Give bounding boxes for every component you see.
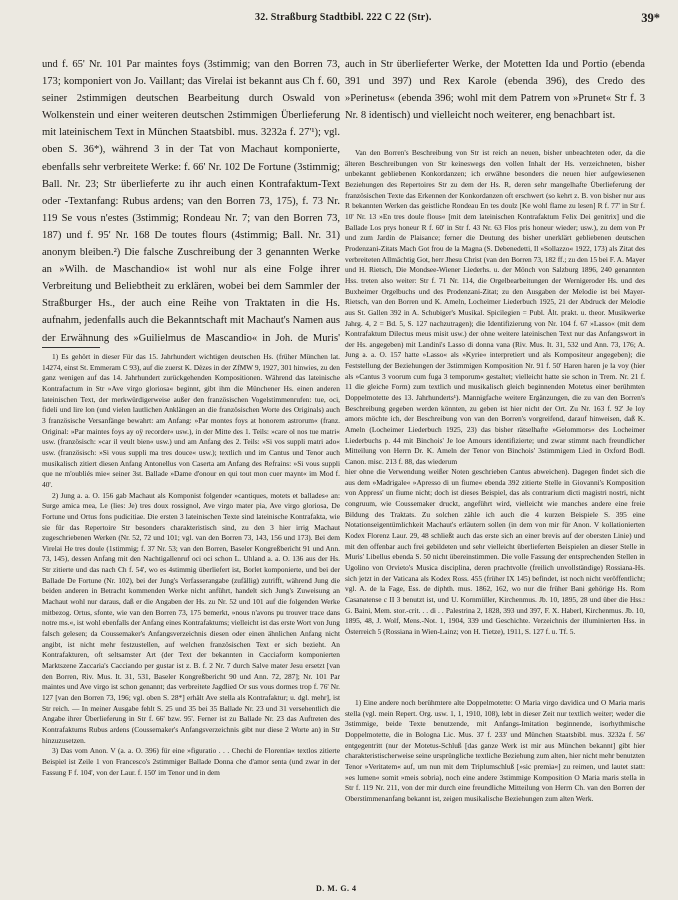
commentary-paragraph: Van den Borren's Beschreibung von Str ist reich an neuen, bisher unbeachteten oder, da die älteren Beschreibungen von Str keineswegs den vollen Inhalt der Hs. verzeichneten, bisher unbekannt gebliebenen Konkordanzen; ich erwähne besonders die neuen hier aufgewiesenen Beziehungen des Repertoires Str zu dem der Hs. R, deren sehr mangelhafte Überlieferung der französischen Texte das Erkennen der Konkordanzen oft erschwert (so kehrt z. B. von bisher nur aus R bekannten Werken das geistliche Rondeau En tes doulz [Ke wohl flame zu lesen] R f. 77' in Str f. 10' Nr. 13 »En tres doule flous« [mit dem lateinischen Kontrafaktum Felix Dei genitrix] und die Ballade Los prys honeur R f. 60' in Str f. 43 Nr. 63 Flos pris honeur wieder; usw.), zu dem von Pr und zum Jardin de Plaisance; ferner die Deutung des bisher unerklärt gebliebenen deutschen Prodenzani-Zitats Mach Got frou de la Magna (S. Debenedetti, Il »Sollazzo« 1922, 173) als Zitat des verbreiteten Allmächtig Got, herr Jhesu Christ (van den Borren 73, 182 ff.; zu den 15 bei F. A. Mayer und H. Rietsch, Die Mondsee-Wiener Liederhs. u. der Mönch von Salzburg 1896, 240 genannten Hss. treten also weiter: Str f. 71 Nr. 114, die Orgelbearbeitungen der Wernigeroder Hs. und des Buxheimer Orgelbuchs und des Prodenzani-Zitat; zu den Ausgaben der Melodie ist bei Mayer-Rietsch, van den Borren und K. Ameln, Locheimer Liederbuch 1925, 21 der Abdruck der Melodie aus St. Gallen 392 in A. Schubiger's Musikal. Spicilegien = Publ. Ält. prakt. u. theor. Musikwerke Jahrg. 4, 2 = Bd. 5, S. 127 nachzutragen); die Identifizierung von Nr. 104 f. 67 »Lasso« (mit dem Kontrafaktum Dilectus meus misit usw.) der ohne weitere lateinischen Text nur das Anfangswort in der Hs. angegeben) mit Landini's Lasso di donna vana (Riv. Mus. It. 31, 532 und Ann. 73, 176; A. Jung a. a. O. 157 hatte »Lasso« als »Kyrie« interpretiert und als Kompositeur angegeben); die Feststellung der Beziehungen der 3stimmigen Komposition Nr. 91 f. 50' Haren haren je la voy (hier als »Cantus 3 voorum cum fuga 3 temporum« gestaltet; vielleicht hatte sie schon in Trem. Nr. 21 f. 11 die gleiche Form) zum textlich und musikalisch gleich beginnenden Motetus einer berühmten Doppelmotette des 13. Jahrhunderts¹). Mannigfache weitere Ergänzungen, die zu van den Borren's Beschreibung gegeben werden könnten, zu geben ist hier nicht der Ort. Zu Nr. 163 f. 92' Je loy amors möchte ich, der Beschreibung von van den Borren's vorgreifend, darauf hinweisen, daß K. Ameln (Locheimer Liederbuch 1925, 23) das bisher rätselhafte »Gelommors« des Locheimer Liederbuchs p. 44 mit Binchois' Je loe Amours identifizierte; und zwar stimmt nach freundlicher Mitteilung von Herrn Dr. K. Ameln der Tenor von Binchois' 3stimmigem Lied in Oxford Bodl. Canon. misc. 213 f. 88, das wiederum [345,148,645,466]
right-footnotes [345,698,645,880]
footnote-2: 2) Jung a. a. O. 156 gab Machaut als Komponist folgender »cantiques, motets et ballades« an: Surge amica mea, Le (lies: Je) tres doux rossignol, Ave virgo mater pia, Ave virgo gloriosa, De Fortune und Ortus fons pudicitiae. Die ersten 3 lateinischen Texte sind lateinische Kontrafakta, wie sie für das Repertoire Str besonders charakteristisch sind, zu den 3 hier irrig Machaut zugeschriebenen Werken (Nr. 52, 72 und 101; vgl. van den Borren 73, 143, 156 und 173). Bei dem Virelai He tres doule (1stimmig; f. 37 Nr. 53; van den Borren, Baseler Kongreßbericht 91 und Ann. 73, 145), dessen Anfang mit den Nachtigallenruf oci oci schon L. Uhland a. a. O. 136 aus der Hs. Str zitierte und das nach Ch f. 54', wo es 4stimmig überliefert ist, Borlet komponierte, und bei der Ballade De Fortune (Nr. 102), bei der Jung's Verfasserangabe (zufällig) zutrifft, während Jung die beiden anderen in Betracht kommenden Werke nicht anführt, handelt sich Jung's Zuweisung an Machaut wohl nur daraus, daß er die Angaben der Hs. zu Nr. 52 und 101 auf die folgenden Werke mitbezog. Ortus, sfonte, wie van den Borren 73, 175 bemerkt, »nous n'avons pu trouver trace dans notre ms.«, ist wohl ebenfalls der Anfang eines Kontrafaktums; vielleicht ist das erste Wort von Jung falsch gelesen; da Coussemaker's Anfangsverzeichnis diesen oder einen ähnlichen Anfang nicht angibt, ist nicht mehr festzustellen, auf welchen französischen Text er sich bezieht. An Kontrafakturen, oft seltsamster Art (der Text der bekannten in Cacciaform komponierten Marktszene Zaccaria's Cacciando per gustar ist z. B. f. 2 Nr. 7 durch Salve mater Jesu ersetzt [van den Borren, Riv. Mus. It. 31, 531, Baseler Kongreßbericht 90 und Ann. 72, 287]; Nr. 101 Par maintes und Ave virgo ist schon genannt; das verbreitete Jagdlied Or sus vous dormes trop f. 76' Nr. 127 [van den Borren 73, 196; vgl. oben S. 28*] erhält Ave stella als Kontrafaktur; u. dgl. mehr], ist Str reich. — In meiner Ausgabe fehlt S. 25 und 35 bei 35 Ballade Nr. 23 und 31 versehentlich die Angabe ihrer Überlieferung in Str f. 66' bzw. 95'. Ferner ist zu Ballade Nr. 23 das Auftreten des Kontrafaktums Rubus ardens (Coussemaker's Anfangsverzeichnis gibt nur diese 2 Worte an) in Str hinzuzusetzen. [42,490,340,745]
left-main-paragraph: und f. 65' Nr. 101 Par maintes foys (3stimmig; van den Borren 73, 173; komponiert von Jo. Vaillant; das Virelai ist bekannt aus Ch f. 60, seiner 2stimmigen deutschen Bearbeitung durch Oswald von Wolkenstein und einer weiteren deutschen 2stimmigen Überlieferung mit lateinischem Text in München Staatsbibl. mus. 3232a f. 27'¹); vgl. oben S. 36*), während 3 in der Tat von Machaut komponierte, ebenfalls sehr verbreitete Werke: f. 66' Nr. 102 De Fortune (3stimmig; Ball. Nr. 23; Str überlieferte zu ihr auch einen Kontrafaktum-Text oder -Textanfang: Rubus ardens; van den Borren 73, 175), f. 73 Nr. 119 Se vous n'estes (3stimmig; Rondeau Nr. 7; van den Borren 73, 187) und f. 95' Nr. 168 De toutes flours (4stimmig; Ball. Nr. 31) anonym bleiben.²) Die falsche Zuschreibung der 3 genannten Werke an »Wilh. de Maschandio« ist wohl nur als eine Folge ihrer Verbreitung und Beliebtheit zu erklären, wobei bei dem Sammler der Straßburger Hs., der auch eine Reihe von Traktaten in die Hs. aufnahm, jedenfalls auch die Bekanntschaft mit Machaut's Namen aus der Erwähnung des »Guilielmus de Mascandio« in Joh. de Muris' [42,59,340,344]
footnote-3: 3) Das vom Anon. V (a. a. O. 396) für eine »figuratio . . . Chechi de Florentia« textlos zitierte Beispiel ist Zeile 1 von Francesco's 2stimmiger Ballade Donna che d'amor senta (und zwar in der Fassung F f. 104', von der Laur. f. 150' im Tenor und in dem [42,746,340,777]
left-main-text [42,56,340,346]
footnote-rule [42,347,100,348]
right-main-paragraph: auch in Str überlieferter Werke, der Motetten Ida und Portio (ebenda 391 und 397) und Rex Karole (ebenda 396), des Credo des »Perinetus« (ebenda 396; wohl mit dem Patrem von »Prunet« Str f. 3 Nr. 8 identisch) und vielleicht noch weiterer, eng benachbart ist. [345,59,645,122]
running-header [230,12,660,30]
right-main-text [345,56,645,141]
running-title: 32. Straßburg Stadtbibl. 222 C 22 (Str). [255,12,432,23]
right-continuation [345,467,645,695]
left-footnotes [42,352,340,880]
right-footnote-1: 1) Eine andere noch berühmtere alte Doppelmotette: O Maria virgo davidica und O Maria maris stella (vgl. mein Repert. Org. usw. 1, 1, 1910, 108), lebt in dieser Zeit nur textlich weiter; weder die 3stimmige, beide Texte benutzende, mit Anfangs-Imitation beginnende, isorhythmische Doppelmotette, die in Bologna Lic. Mus. 37 f. 233' und München Staatsbibl. mus. 3232a f. 56' entgegentritt (nur der Motetus-Schluß [das ganze Werk ist mir aus München bekannt] gibt hier charakteristischerweise seine ursprüngliche textliche Beziehung zum alten, hier nicht mehr benutzten Tenor »Veritatem« auf, um nun mit dem Triplumschluß [»sic premia«] zu reimen, und lautet statt: »es lumen« somit »meis sobria), noch eine andere 3stimmige Komposition O Maria maris stella in Str f. 119 Nr. 211, von der mir durch eine freundliche Mitteilung von Herrn Ch. van den Borren der Oberstimmenanfang bekannt ist, zeigen musikalische Beziehungen zum alten Werk. [345,698,645,803]
right-commentary [345,148,645,466]
page-number: 39* [641,11,660,25]
footnote-1: 1) Es gehört in dieser Für das 15. Jahrhundert wichtigen deutschen Hs. (früher München lat. 14274, einst St. Emmeram C 93), auf die zuerst K. Dèzes in der ZfMW 9, 1927, 301 hinwies, zu den ganz wenigen auf das 14. Jahrhundert zurückgehenden Kompositionen. Während das lateinische Kontrafactum in Str »Ave virgo gloriosa« beginnt, gibt ihm die Münchener Hs. einen anderen lateinischen Text, der merkwürdigerweise außer den französischen Vogelstimmenrufen: tue, oci, fideli und lire lon (und vielen lautlichen Anklängen an die französischen Worte des Originals) auch 3 französische Versanfänge bewahrt: am Anfang: »Par montes foys at honorem astrorum« (franz. Original: »Par maintes foys ay oÿ recorder« usw.), in der Mitte des 1. Teils: »care ol nos tue matri« usw. (französisch: »car il veult bien« usw.) und am Anfang des 2. Teils: »Si vos suppli matri ado« usw. (französisch: »Si vous suppli ma tres douce« usw.); textlich und im Cantus und Tenor auch musikalisch zitiert diesen Anfang Antonellus von Caserta am Anfang des Refrains: »Si vous suppli que ne m'oubliés mie« seiner 3st. Ballade »Dame d'onour en qui tout mon cuer maynt« im Mod f. 40'. [42,352,340,489]
printer-signature: D. M. G. 4 [316,884,357,893]
continuation-paragraph: hier ohne die Verwendung weißer Noten geschrieben Cantus abweichen). Dagegen findet sich die aus dem »Madrigale« »Apresso di un fiume« ebenda 392 zitierte Stelle in Giovanni's Komposition von Appress' un fiume nicht; doch ist dieses Beispiel, das als contrarium dicti magistri nostri, nicht congruum, wie Coussemaker druckt, angeführt wird, vielleicht wie manches andere eine freie Bildung des Traktats. Zu solchen zähle ich auch die 4 kurzen Beispiele S. 395 eine Notationseigentümlichkeit Machaut's erläutern sollen (in dem von mir für Anon. V kollationierten Kodex Florenz Laur. 29, 48 schließt auch das erste sich an einer brevis auf der obersten Linie) und mit den offenbar auch frei gebildeten und sehr vielleicht überlieferten Beispielen an dieser Stelle in Muris' Libellus ebenda S. 50 nicht übereinstimmen. Die volle Fassung der entsprechenden Stellen in Ugolino von Orvieto's Musica disciplina, deren prachtvolle (freilich unvollständige) Rossiana-Hs. sich jetzt in der Vaticana als Kodex Ross. 455 (früher IX 145) befindet, ist noch nicht veröffentlicht; vgl. A. de la Fage, Ess. de diphth. mus. 1862, 162, wo nur die früher Bani gehörige Hs. Rom Casanatense c II 3 benutzt ist, und U. Kornmüller, Kirchenmus. Jb. 10, 1895, 28 und über die Hss.: G. Baini, Mem. stor.-crit. . . di . . Palestrina 2, 1828, 393 und 397, F. X. Haberl, Kirchenmus. Jb. 10, 1895, 48, J. Wolf, Mens.-Not. 1, 1904, 339 und Geschichte. Verzeichnis der illuminierten Hss. in Österreich 5 (Rossiana in Wien-Lainz; von H. Tietze), 1911, S. 127 f. u. Tf. 5. [345,467,645,636]
